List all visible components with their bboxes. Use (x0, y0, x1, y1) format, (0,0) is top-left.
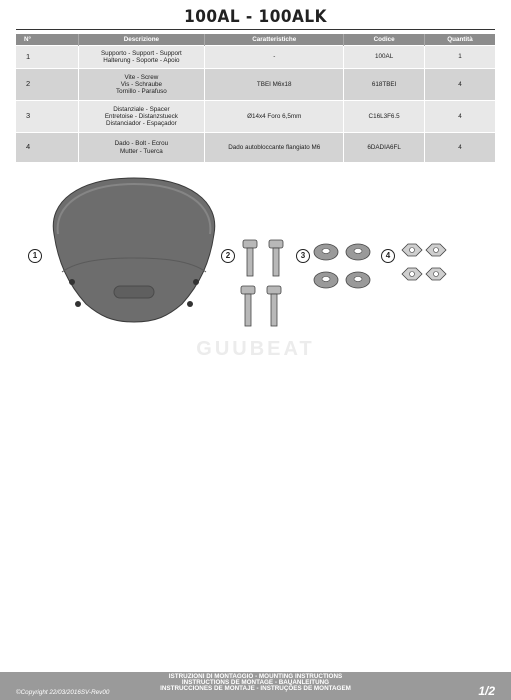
header-quantity: Quantità (425, 34, 496, 46)
header-code: Codice (344, 34, 425, 46)
row-code: 618TBEI (344, 69, 425, 101)
page-number: 1/2 (478, 684, 495, 698)
description-line: Mutter - Tuerca (120, 147, 163, 155)
table-header-row (16, 34, 495, 46)
row-quantity: 4 (425, 101, 496, 133)
row-quantity: 4 (425, 133, 496, 163)
row-quantity: 4 (425, 69, 496, 101)
description-line: Distanciador - Espaçador (106, 120, 177, 128)
footer-line: ISTRUZIONI DI MONTAGGIO - MOUNTING INSTRUCTIONS (168, 673, 343, 680)
windscreen-illustration (48, 172, 220, 332)
watermark: GUUBEAT (196, 338, 315, 360)
table-row (16, 101, 495, 133)
row-description (78, 133, 205, 163)
row-code: 100AL (344, 46, 425, 69)
nut-illustration (398, 240, 450, 286)
screw-illustration (237, 238, 291, 330)
row-code: C16L3F6.5 (344, 101, 425, 133)
row-code: 6DADIA6FL (344, 133, 425, 163)
description-line: Vis - Schraube (120, 80, 162, 88)
page-title: 100AL - 100ALK (184, 7, 327, 27)
description-line: Vite - Screw (124, 73, 159, 81)
table-row (16, 133, 495, 163)
footer-line: INSTRUCTIONS DE MONTAGE - BAUANLEITUNG (181, 679, 330, 687)
row-quantity: 1 (425, 46, 496, 69)
row-description (78, 46, 205, 69)
description-line: Distanziale - Spacer (113, 105, 170, 113)
row-specification: - (205, 46, 344, 69)
row-description (78, 69, 205, 101)
description-line: Tornillo - Parafuso (116, 88, 167, 96)
spacer-illustration (313, 240, 373, 296)
row-number: 2 (16, 69, 78, 101)
row-number: 3 (16, 101, 78, 133)
row-number: 1 (16, 46, 78, 69)
parts-table (16, 34, 495, 162)
callout-3: 3 (296, 249, 310, 263)
callout-4: 4 (381, 249, 395, 263)
row-specification: Dado autobloccante flangiato M6 (205, 133, 344, 163)
callout-1: 1 (28, 249, 42, 263)
row-number: 4 (16, 133, 78, 163)
table-row (16, 69, 495, 101)
description-line: Supporto - Support - Support (100, 49, 182, 57)
title-rule (16, 29, 495, 30)
header-specification: Caratteristiche (205, 34, 344, 46)
copyright-text: ©Copyright 22/03/2016SV-Rev00 (16, 689, 110, 696)
header-description: Descrizione (78, 34, 205, 46)
callout-2: 2 (221, 249, 235, 263)
description-line: Entretoise - Distanzstueck (104, 112, 178, 120)
footer-instructions (130, 674, 381, 693)
header-number: N° (16, 34, 78, 46)
row-description (78, 101, 205, 133)
row-specification: Ø14x4 Foro 6,5mm (205, 101, 344, 133)
table-row (16, 46, 495, 69)
description-line: Dado - Bolt - Ecrou (114, 140, 169, 148)
description-line: Halterung - Soporte - Apoio (103, 57, 180, 64)
row-specification: TBEI M6x18 (205, 69, 344, 101)
footer-line: INSTRUCCIONES DE MONTAJE - INSTRUÇÕES DE MONTAGEM (160, 685, 351, 693)
